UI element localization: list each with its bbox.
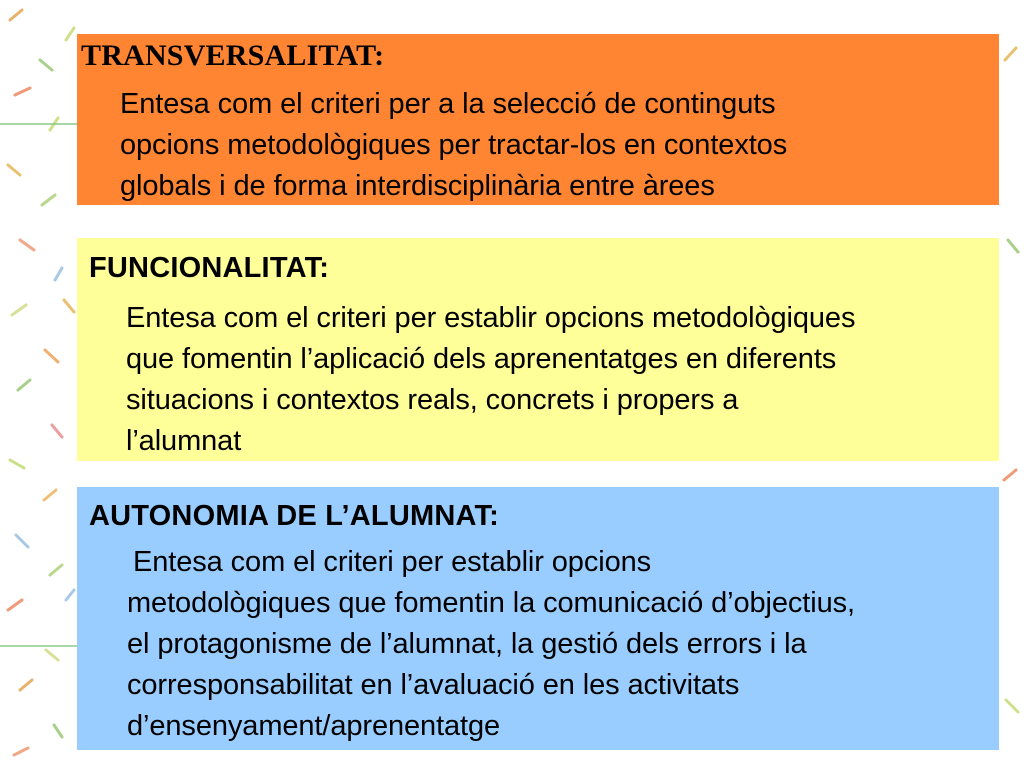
funcionalitat-line: situacions i contextos reals, concrets i propers a <box>126 384 739 416</box>
autonomia-text <box>127 542 999 747</box>
funcionalitat-line: l’alumnat <box>126 425 242 457</box>
transversalitat-box <box>77 34 999 205</box>
autonomia-box <box>77 487 999 750</box>
funcionalitat-title: FUNCIONALITAT: <box>89 252 330 284</box>
autonomia-line: el protagonisme de l’alumnat, la gestió dels errors i la <box>127 628 807 660</box>
autonomia-line: Entesa com el criteri per establir opcions <box>133 546 652 578</box>
funcionalitat-text <box>126 298 999 462</box>
transversalitat-title: TRANSVERSALITAT: <box>81 39 385 72</box>
autonomia-line: d’ensenyament/aprenentatge <box>127 710 501 742</box>
autonomia-title: AUTONOMIA DE L’ALUMNAT: <box>89 500 500 532</box>
funcionalitat-line: Entesa com el criteri per establir opcions metodològiques <box>126 302 856 334</box>
transversalitat-line: Entesa com el criteri per a la selecció de continguts <box>120 88 776 120</box>
transversalitat-text <box>120 84 999 207</box>
transversalitat-line: opcions metodològiques per tractar-los en contextos <box>120 129 788 161</box>
funcionalitat-box <box>77 238 999 461</box>
transversalitat-line: globals i de forma interdisciplinària entre àrees <box>120 170 715 202</box>
autonomia-line: metodològiques que fomentin la comunicació d’objectius, <box>127 587 855 619</box>
funcionalitat-line: que fomentin l’aplicació dels aprenentatges en diferents <box>126 343 837 375</box>
autonomia-line: corresponsabilitat en l’avaluació en les activitats <box>127 669 740 701</box>
